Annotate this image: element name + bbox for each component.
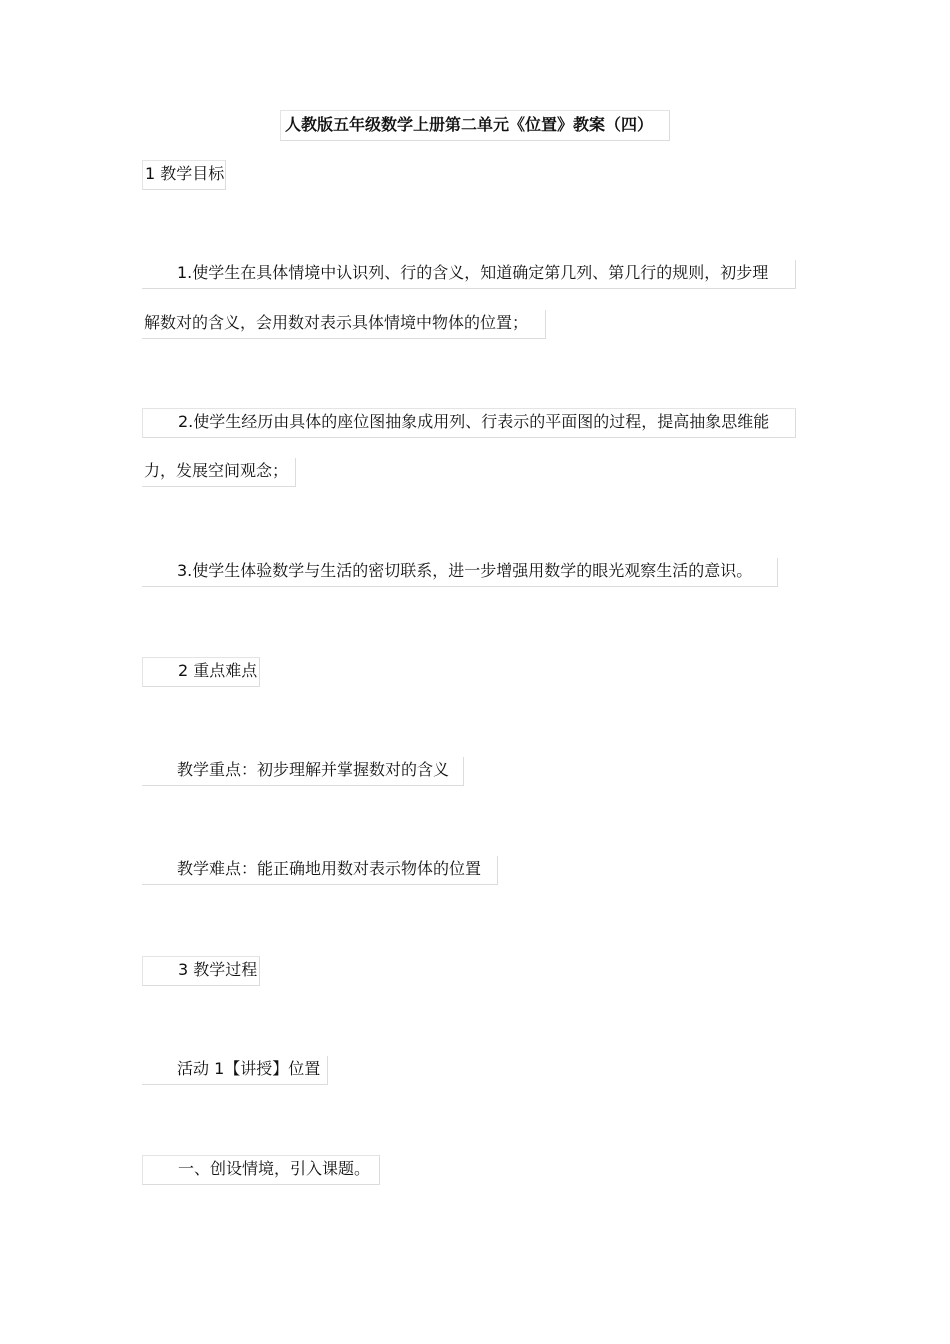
key-point-text: 教学重点：初步理解并掌握数对的含义 [142,757,464,786]
goal-1-line-2: 解数对的含义，会用数对表示具体情境中物体的位置； [142,310,546,339]
goal-3-line-1: 3.使学生体验数学与生活的密切联系，进一步增强用数学的眼光观察生活的意识。 [142,558,778,587]
difficult-point-text: 教学难点：能正确地用数对表示物体的位置 [142,856,498,885]
section-heading-objectives: 1 教学目标 [142,160,226,190]
step-1-heading: 一、创设情境，引入课题。 [142,1155,380,1185]
section-heading-process: 3 教学过程 [142,956,260,986]
activity-1-heading: 活动 1【讲授】位置 [142,1056,328,1085]
goal-1-line-1: 1.使学生在具体情境中认识列、行的含义，知道确定第几列、第几行的规则，初步理 [142,260,796,289]
document-title: 人教版五年级数学上册第二单元《位置》教案（四） [280,110,670,141]
goal-2-line-1: 2.使学生经历由具体的座位图抽象成用列、行表示的平面图的过程，提高抽象思维能 [142,408,796,438]
section-heading-key-points: 2 重点难点 [142,657,260,687]
goal-2-line-2: 力，发展空间观念； [142,458,296,487]
